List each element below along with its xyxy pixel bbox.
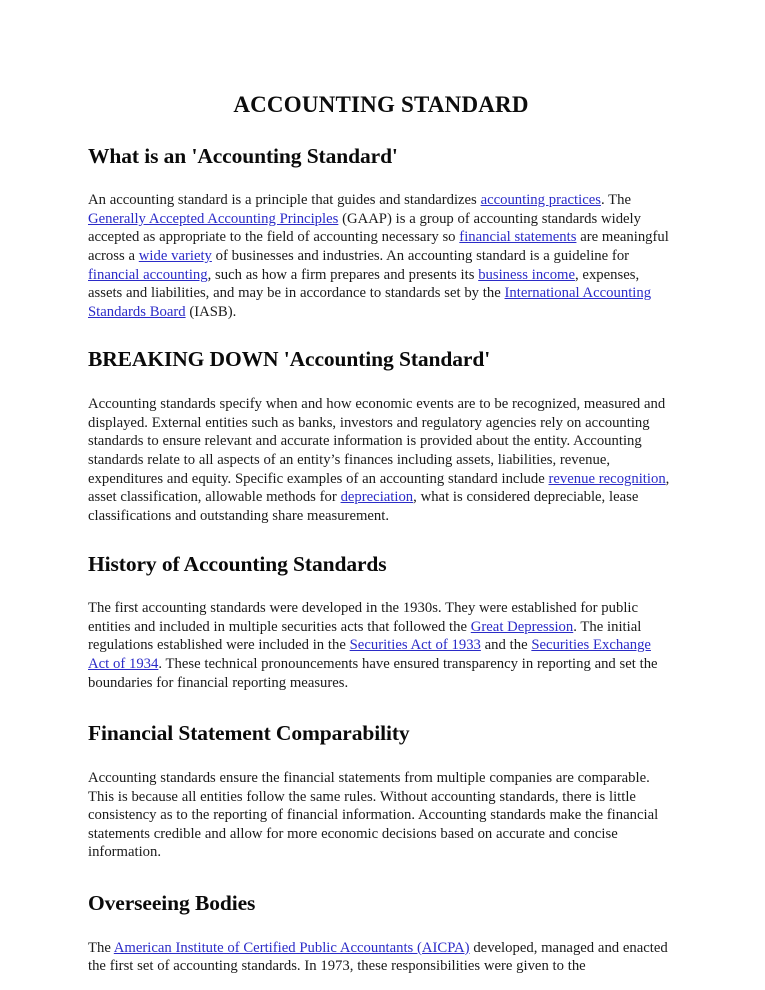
inline-link[interactable]: Securities Exchange Act of 1934 (88, 637, 651, 672)
section-heading: Financial Statement Comparability (88, 721, 410, 746)
inline-link[interactable]: business income (478, 266, 575, 283)
inline-link[interactable]: financial statements (459, 229, 577, 246)
section-body: The first accounting standards were developed in the 1930s. They were established for public entities and included in multiple securities acts that followed the Great Depression. The initial regulations established were included in the Securities Act of 1933 and the Securities Exchange Act of 1934. These technical pronouncements have ensured transparency in reporting and set the boundaries for financial reporting measures. (88, 600, 658, 691)
inline-link[interactable]: revenue recognition (548, 470, 666, 487)
section-heading: What is an 'Accounting Standard' (88, 144, 398, 169)
section-what-is-an-accounting-standard (88, 144, 674, 321)
page-title: ACCOUNTING STANDARD (233, 92, 529, 117)
inline-link[interactable]: wide variety (138, 248, 212, 265)
inline-link[interactable]: American Institute of Certified Public Accountants (AICPA) (113, 939, 470, 956)
inline-link[interactable]: Great Depression (470, 618, 574, 635)
inline-link[interactable]: depreciation (340, 489, 414, 506)
section-financial-statement-comparability (88, 721, 674, 862)
inline-link[interactable]: International Accounting Standards Board (88, 285, 652, 320)
section-heading: Overseeing Bodies (88, 890, 256, 915)
section-heading: History of Accounting Standards (88, 552, 387, 577)
inline-link[interactable]: Generally Accepted Accounting Principles (88, 210, 339, 227)
inline-link[interactable]: accounting practices (480, 192, 601, 209)
section-heading: BREAKING DOWN 'Accounting Standard' (88, 347, 491, 372)
section-overseeing-bodies (88, 891, 674, 976)
inline-link[interactable]: financial accounting (88, 266, 208, 283)
section-body: Accounting standards specify when and how economic events are to be recognized, measured and displayed. External entities such as banks, investors and regulatory agencies rely on accounting standards to ensure relevant and accurate information is provided about the entity. Accounting standards relate to all aspects of an entity’s finances including assets, liabilities, revenue, expenditures and equity. Specific examples of an accounting standard include revenue recognition, asset classification, allowable methods for depreciation, what is considered depreciable, lease classifications and outstanding share measurement. (88, 396, 670, 524)
section-body: An accounting standard is a principle that guides and standardizes accounting practices. The Generally Accepted Accounting Principles (GAAP) is a group of accounting standards widely accepted as appropriate to the field of accounting necessary so financial statements are meaningful across a wide variety of businesses and industries. An accounting standard is a guideline for financial accounting, such as how a firm prepares and presents its business income, expenses, assets and liabilities, and may be in accordance to standards set by the International Accounting Standards Board (IASB). (88, 192, 669, 320)
section-body: Accounting standards ensure the financial statements from multiple companies are comparable. This is because all entities follow the same rules. Without accounting standards, there is little consistency as to the reporting of financial information. Accounting standards make the financial statements credible and allow for more economic decisions based on accurate and concise information. (88, 769, 659, 861)
document-content (88, 0, 674, 976)
section-history-of-accounting-standards (88, 552, 674, 692)
section-breaking-down-accounting-standard (88, 347, 674, 525)
inline-link[interactable]: Securities Act of 1933 (349, 637, 481, 654)
section-body: The American Institute of Certified Public Accountants (AICPA) developed, managed and enacted the first set of accounting standards. In 1973, these responsibilities were given to the (88, 939, 668, 975)
